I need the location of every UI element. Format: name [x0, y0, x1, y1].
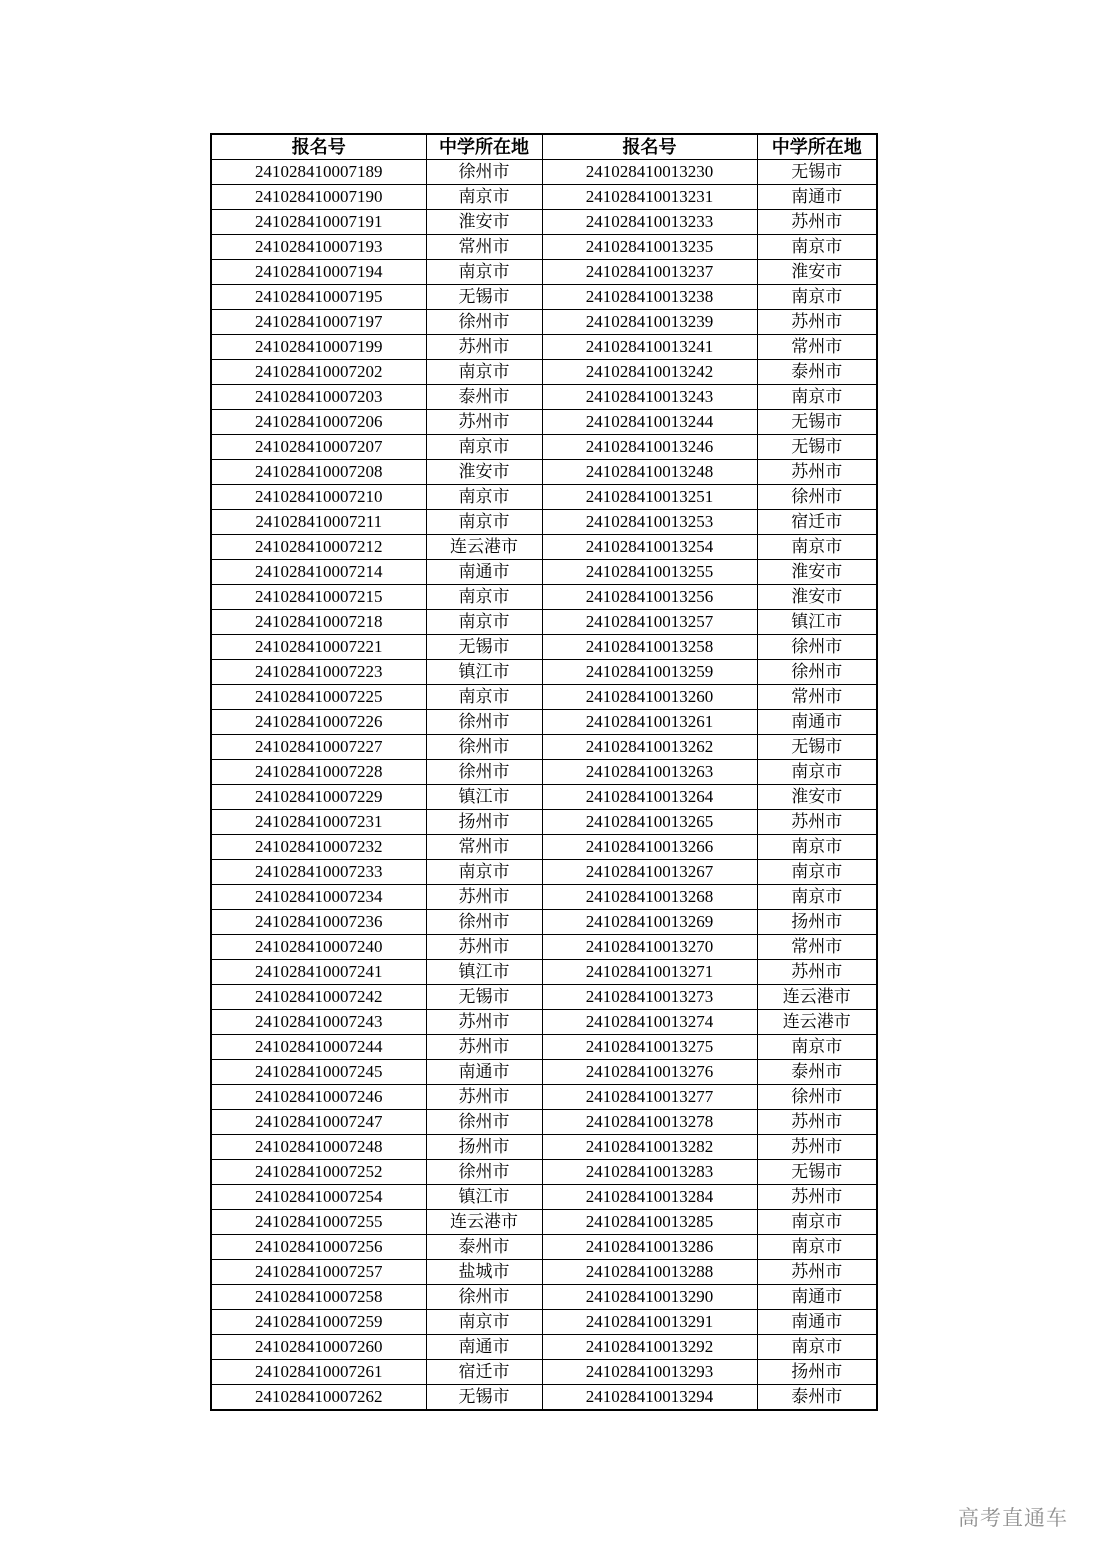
registration-number-cell: 241028410007252 [211, 1160, 426, 1185]
school-location-cell: 扬州市 [757, 1360, 877, 1385]
school-location-cell: 南京市 [426, 610, 542, 635]
registration-number-cell: 241028410007227 [211, 735, 426, 760]
school-location-cell: 镇江市 [757, 610, 877, 635]
registration-number-cell: 241028410013241 [542, 335, 757, 360]
registration-number-cell: 241028410013265 [542, 810, 757, 835]
registration-number-cell: 241028410007234 [211, 885, 426, 910]
table-row [211, 785, 877, 810]
table-row [211, 485, 877, 510]
registration-number-cell: 241028410013271 [542, 960, 757, 985]
school-location-cell: 淮安市 [757, 785, 877, 810]
school-location-cell: 常州市 [426, 235, 542, 260]
table-row [211, 1160, 877, 1185]
registration-number-cell: 241028410007233 [211, 860, 426, 885]
registration-number-cell: 241028410007262 [211, 1385, 426, 1411]
table-row [211, 1360, 877, 1385]
registration-number-cell: 241028410007244 [211, 1035, 426, 1060]
registration-number-cell: 241028410007258 [211, 1285, 426, 1310]
registration-number-cell: 241028410007214 [211, 560, 426, 585]
registration-number-cell: 241028410013286 [542, 1235, 757, 1260]
school-location-cell: 南通市 [757, 185, 877, 210]
school-location-cell: 无锡市 [757, 1160, 877, 1185]
registration-number-cell: 241028410013285 [542, 1210, 757, 1235]
registration-number-cell: 241028410013294 [542, 1385, 757, 1411]
table-row [211, 1060, 877, 1085]
school-location-cell: 扬州市 [426, 810, 542, 835]
table-row [211, 685, 877, 710]
table-row [211, 235, 877, 260]
school-location-cell: 常州市 [426, 835, 542, 860]
registration-number-cell: 241028410007255 [211, 1210, 426, 1235]
school-location-cell: 镇江市 [426, 960, 542, 985]
registration-number-cell: 241028410007226 [211, 710, 426, 735]
registration-number-cell: 241028410013251 [542, 485, 757, 510]
table-row [211, 1210, 877, 1235]
registration-number-cell: 241028410013238 [542, 285, 757, 310]
registration-number-cell: 241028410007212 [211, 535, 426, 560]
registration-number-cell: 241028410013262 [542, 735, 757, 760]
registration-number-cell: 241028410007243 [211, 1010, 426, 1035]
table-row [211, 160, 877, 185]
table-row [211, 210, 877, 235]
table-row [211, 885, 877, 910]
registration-number-cell: 241028410013273 [542, 985, 757, 1010]
school-location-cell: 苏州市 [426, 1010, 542, 1035]
school-location-cell: 淮安市 [757, 560, 877, 585]
school-location-cell: 徐州市 [426, 1285, 542, 1310]
registration-number-cell: 241028410007225 [211, 685, 426, 710]
registration-number-cell: 241028410013288 [542, 1260, 757, 1285]
school-location-cell: 无锡市 [757, 435, 877, 460]
school-location-cell: 南京市 [757, 1210, 877, 1235]
registration-number-cell: 241028410007261 [211, 1360, 426, 1385]
table-row [211, 1110, 877, 1135]
registration-number-cell: 241028410013291 [542, 1310, 757, 1335]
registration-number-cell: 241028410013282 [542, 1135, 757, 1160]
school-location-cell: 南通市 [757, 1285, 877, 1310]
registration-number-cell: 241028410007203 [211, 385, 426, 410]
school-location-cell: 南京市 [426, 485, 542, 510]
school-location-cell: 泰州市 [757, 1060, 877, 1085]
table-row [211, 1085, 877, 1110]
registration-number-cell: 241028410007210 [211, 485, 426, 510]
registration-number-cell: 241028410013243 [542, 385, 757, 410]
registration-number-cell: 241028410007195 [211, 285, 426, 310]
registration-number-cell: 241028410007207 [211, 435, 426, 460]
table-row [211, 535, 877, 560]
school-location-cell: 南京市 [426, 260, 542, 285]
school-location-cell: 泰州市 [757, 1385, 877, 1411]
school-location-cell: 南京市 [426, 1310, 542, 1335]
registration-number-cell: 241028410007247 [211, 1110, 426, 1135]
table-row [211, 1285, 877, 1310]
table-row [211, 385, 877, 410]
registration-number-cell: 241028410007256 [211, 1235, 426, 1260]
registration-number-cell: 241028410007254 [211, 1185, 426, 1210]
registration-table [210, 133, 878, 1411]
table-header-row [211, 134, 877, 160]
school-location-cell: 苏州市 [757, 1110, 877, 1135]
school-location-cell: 苏州市 [757, 460, 877, 485]
school-location-cell: 徐州市 [426, 1110, 542, 1135]
registration-number-cell: 241028410013248 [542, 460, 757, 485]
registration-number-cell: 241028410013275 [542, 1035, 757, 1060]
header-school-location-left: 中学所在地 [426, 134, 542, 160]
registration-number-cell: 241028410007194 [211, 260, 426, 285]
registration-number-cell: 241028410013276 [542, 1060, 757, 1085]
table-row [211, 935, 877, 960]
table-row [211, 510, 877, 535]
table-row [211, 285, 877, 310]
registration-number-cell: 241028410013266 [542, 835, 757, 860]
school-location-cell: 南京市 [757, 835, 877, 860]
header-registration-number-right: 报名号 [542, 134, 757, 160]
school-location-cell: 徐州市 [426, 735, 542, 760]
registration-number-cell: 241028410013230 [542, 160, 757, 185]
registration-number-cell: 241028410013239 [542, 310, 757, 335]
registration-number-cell: 241028410013292 [542, 1335, 757, 1360]
table-row [211, 435, 877, 460]
school-location-cell: 镇江市 [426, 1185, 542, 1210]
registration-number-cell: 241028410007228 [211, 760, 426, 785]
school-location-cell: 南京市 [757, 1235, 877, 1260]
table-row [211, 835, 877, 860]
registration-number-cell: 241028410013274 [542, 1010, 757, 1035]
registration-number-cell: 241028410013231 [542, 185, 757, 210]
school-location-cell: 泰州市 [426, 385, 542, 410]
registration-number-cell: 241028410007257 [211, 1260, 426, 1285]
registration-number-cell: 241028410013284 [542, 1185, 757, 1210]
school-location-cell: 苏州市 [757, 1260, 877, 1285]
registration-number-cell: 241028410013278 [542, 1110, 757, 1135]
school-location-cell: 淮安市 [757, 585, 877, 610]
school-location-cell: 南京市 [426, 510, 542, 535]
school-location-cell: 南京市 [757, 760, 877, 785]
school-location-cell: 常州市 [757, 685, 877, 710]
table-row [211, 1185, 877, 1210]
school-location-cell: 南通市 [426, 1060, 542, 1085]
school-location-cell: 苏州市 [426, 410, 542, 435]
school-location-cell: 徐州市 [426, 710, 542, 735]
school-location-cell: 徐州市 [426, 160, 542, 185]
school-location-cell: 南京市 [757, 235, 877, 260]
school-location-cell: 苏州市 [757, 810, 877, 835]
registration-number-cell: 241028410013235 [542, 235, 757, 260]
table-row [211, 310, 877, 335]
registration-number-cell: 241028410007240 [211, 935, 426, 960]
school-location-cell: 苏州市 [426, 335, 542, 360]
school-location-cell: 南京市 [757, 285, 877, 310]
registration-number-cell: 241028410007190 [211, 185, 426, 210]
registration-number-cell: 241028410013261 [542, 710, 757, 735]
table-row [211, 635, 877, 660]
registration-number-cell: 241028410013253 [542, 510, 757, 535]
school-location-cell: 连云港市 [757, 985, 877, 1010]
registration-number-cell: 241028410007259 [211, 1310, 426, 1335]
school-location-cell: 苏州市 [757, 1185, 877, 1210]
registration-number-cell: 241028410013290 [542, 1285, 757, 1310]
school-location-cell: 宿迁市 [757, 510, 877, 535]
school-location-cell: 淮安市 [426, 460, 542, 485]
table-row [211, 560, 877, 585]
table-row [211, 960, 877, 985]
school-location-cell: 南京市 [426, 360, 542, 385]
school-location-cell: 苏州市 [757, 1135, 877, 1160]
registration-number-cell: 241028410007229 [211, 785, 426, 810]
school-location-cell: 连云港市 [426, 1210, 542, 1235]
table-row [211, 985, 877, 1010]
table-row [211, 660, 877, 685]
table-row [211, 1385, 877, 1411]
registration-number-cell: 241028410007197 [211, 310, 426, 335]
registration-number-cell: 241028410013246 [542, 435, 757, 460]
registration-number-cell: 241028410007242 [211, 985, 426, 1010]
school-location-cell: 南通市 [757, 710, 877, 735]
school-location-cell: 盐城市 [426, 1260, 542, 1285]
school-location-cell: 无锡市 [426, 635, 542, 660]
table-row [211, 710, 877, 735]
school-location-cell: 徐州市 [426, 310, 542, 335]
registration-number-cell: 241028410007191 [211, 210, 426, 235]
table-row [211, 910, 877, 935]
school-location-cell: 苏州市 [757, 210, 877, 235]
school-location-cell: 连云港市 [426, 535, 542, 560]
table-row [211, 1235, 877, 1260]
school-location-cell: 南京市 [426, 685, 542, 710]
school-location-cell: 镇江市 [426, 660, 542, 685]
school-location-cell: 无锡市 [426, 285, 542, 310]
registration-number-cell: 241028410007202 [211, 360, 426, 385]
school-location-cell: 淮安市 [757, 260, 877, 285]
school-location-cell: 南通市 [426, 560, 542, 585]
school-location-cell: 无锡市 [426, 985, 542, 1010]
school-location-cell: 徐州市 [757, 1085, 877, 1110]
registration-number-cell: 241028410007189 [211, 160, 426, 185]
header-registration-number-left: 报名号 [211, 134, 426, 160]
registration-number-cell: 241028410013263 [542, 760, 757, 785]
registration-number-cell: 241028410013268 [542, 885, 757, 910]
registration-number-cell: 241028410013258 [542, 635, 757, 660]
school-location-cell: 南京市 [757, 535, 877, 560]
registration-number-cell: 241028410013255 [542, 560, 757, 585]
registration-number-cell: 241028410007241 [211, 960, 426, 985]
registration-number-cell: 241028410013293 [542, 1360, 757, 1385]
registration-number-cell: 241028410013233 [542, 210, 757, 235]
school-location-cell: 镇江市 [426, 785, 542, 810]
registration-number-cell: 241028410013257 [542, 610, 757, 635]
registration-number-cell: 241028410013267 [542, 860, 757, 885]
watermark: 高考直通车 [958, 1507, 1068, 1530]
school-location-cell: 连云港市 [757, 1010, 877, 1035]
school-location-cell: 南通市 [426, 1335, 542, 1360]
registration-number-cell: 241028410013259 [542, 660, 757, 685]
school-location-cell: 苏州市 [426, 1035, 542, 1060]
school-location-cell: 无锡市 [757, 410, 877, 435]
registration-number-cell: 241028410007208 [211, 460, 426, 485]
registration-number-cell: 241028410007218 [211, 610, 426, 635]
registration-number-cell: 241028410007193 [211, 235, 426, 260]
school-location-cell: 南京市 [426, 860, 542, 885]
table-row [211, 335, 877, 360]
registration-number-cell: 241028410013277 [542, 1085, 757, 1110]
registration-number-cell: 241028410007260 [211, 1335, 426, 1360]
registration-number-cell: 241028410013244 [542, 410, 757, 435]
school-location-cell: 泰州市 [757, 360, 877, 385]
school-location-cell: 苏州市 [426, 1085, 542, 1110]
school-location-cell: 无锡市 [426, 1385, 542, 1411]
registration-number-cell: 241028410013260 [542, 685, 757, 710]
registration-number-cell: 241028410013270 [542, 935, 757, 960]
registration-number-cell: 241028410013269 [542, 910, 757, 935]
table-row [211, 460, 877, 485]
registration-number-cell: 241028410013264 [542, 785, 757, 810]
table-row [211, 1310, 877, 1335]
school-location-cell: 泰州市 [426, 1235, 542, 1260]
school-location-cell: 南京市 [426, 585, 542, 610]
table-row [211, 585, 877, 610]
header-school-location-right: 中学所在地 [757, 134, 877, 160]
school-location-cell: 淮安市 [426, 210, 542, 235]
school-location-cell: 常州市 [757, 335, 877, 360]
registration-number-cell: 241028410007246 [211, 1085, 426, 1110]
registration-number-cell: 241028410013256 [542, 585, 757, 610]
table-row [211, 760, 877, 785]
school-location-cell: 无锡市 [757, 160, 877, 185]
table-row [211, 1260, 877, 1285]
table-row [211, 860, 877, 885]
school-location-cell: 无锡市 [757, 735, 877, 760]
registration-number-cell: 241028410013237 [542, 260, 757, 285]
registration-number-cell: 241028410013283 [542, 1160, 757, 1185]
table-row [211, 1335, 877, 1360]
school-location-cell: 扬州市 [757, 910, 877, 935]
school-location-cell: 常州市 [757, 935, 877, 960]
school-location-cell: 扬州市 [426, 1135, 542, 1160]
registration-number-cell: 241028410007232 [211, 835, 426, 860]
school-location-cell: 南京市 [426, 435, 542, 460]
school-location-cell: 徐州市 [757, 635, 877, 660]
table-row [211, 610, 877, 635]
registration-number-cell: 241028410013254 [542, 535, 757, 560]
registration-number-cell: 241028410007215 [211, 585, 426, 610]
school-location-cell: 南京市 [426, 185, 542, 210]
registration-number-cell: 241028410007206 [211, 410, 426, 435]
registration-number-cell: 241028410007236 [211, 910, 426, 935]
school-location-cell: 徐州市 [426, 760, 542, 785]
school-location-cell: 南京市 [757, 385, 877, 410]
table-row [211, 1035, 877, 1060]
table-row [211, 185, 877, 210]
school-location-cell: 徐州市 [426, 1160, 542, 1185]
school-location-cell: 南京市 [757, 860, 877, 885]
registration-number-cell: 241028410007221 [211, 635, 426, 660]
school-location-cell: 苏州市 [757, 310, 877, 335]
school-location-cell: 徐州市 [426, 910, 542, 935]
table-row [211, 410, 877, 435]
school-location-cell: 苏州市 [426, 935, 542, 960]
school-location-cell: 宿迁市 [426, 1360, 542, 1385]
school-location-cell: 苏州市 [757, 960, 877, 985]
table-body [211, 160, 877, 1411]
table-row [211, 1010, 877, 1035]
registration-number-cell: 241028410007248 [211, 1135, 426, 1160]
school-location-cell: 南京市 [757, 885, 877, 910]
table-row [211, 1135, 877, 1160]
registration-number-cell: 241028410007245 [211, 1060, 426, 1085]
table-row [211, 260, 877, 285]
registration-number-cell: 241028410013242 [542, 360, 757, 385]
school-location-cell: 南京市 [757, 1035, 877, 1060]
table-row [211, 810, 877, 835]
table-row [211, 360, 877, 385]
registration-number-cell: 241028410007223 [211, 660, 426, 685]
school-location-cell: 徐州市 [757, 485, 877, 510]
registration-number-cell: 241028410007231 [211, 810, 426, 835]
school-location-cell: 南京市 [757, 1335, 877, 1360]
school-location-cell: 苏州市 [426, 885, 542, 910]
school-location-cell: 南通市 [757, 1310, 877, 1335]
table-row [211, 735, 877, 760]
registration-number-cell: 241028410007199 [211, 335, 426, 360]
registration-number-cell: 241028410007211 [211, 510, 426, 535]
school-location-cell: 徐州市 [757, 660, 877, 685]
